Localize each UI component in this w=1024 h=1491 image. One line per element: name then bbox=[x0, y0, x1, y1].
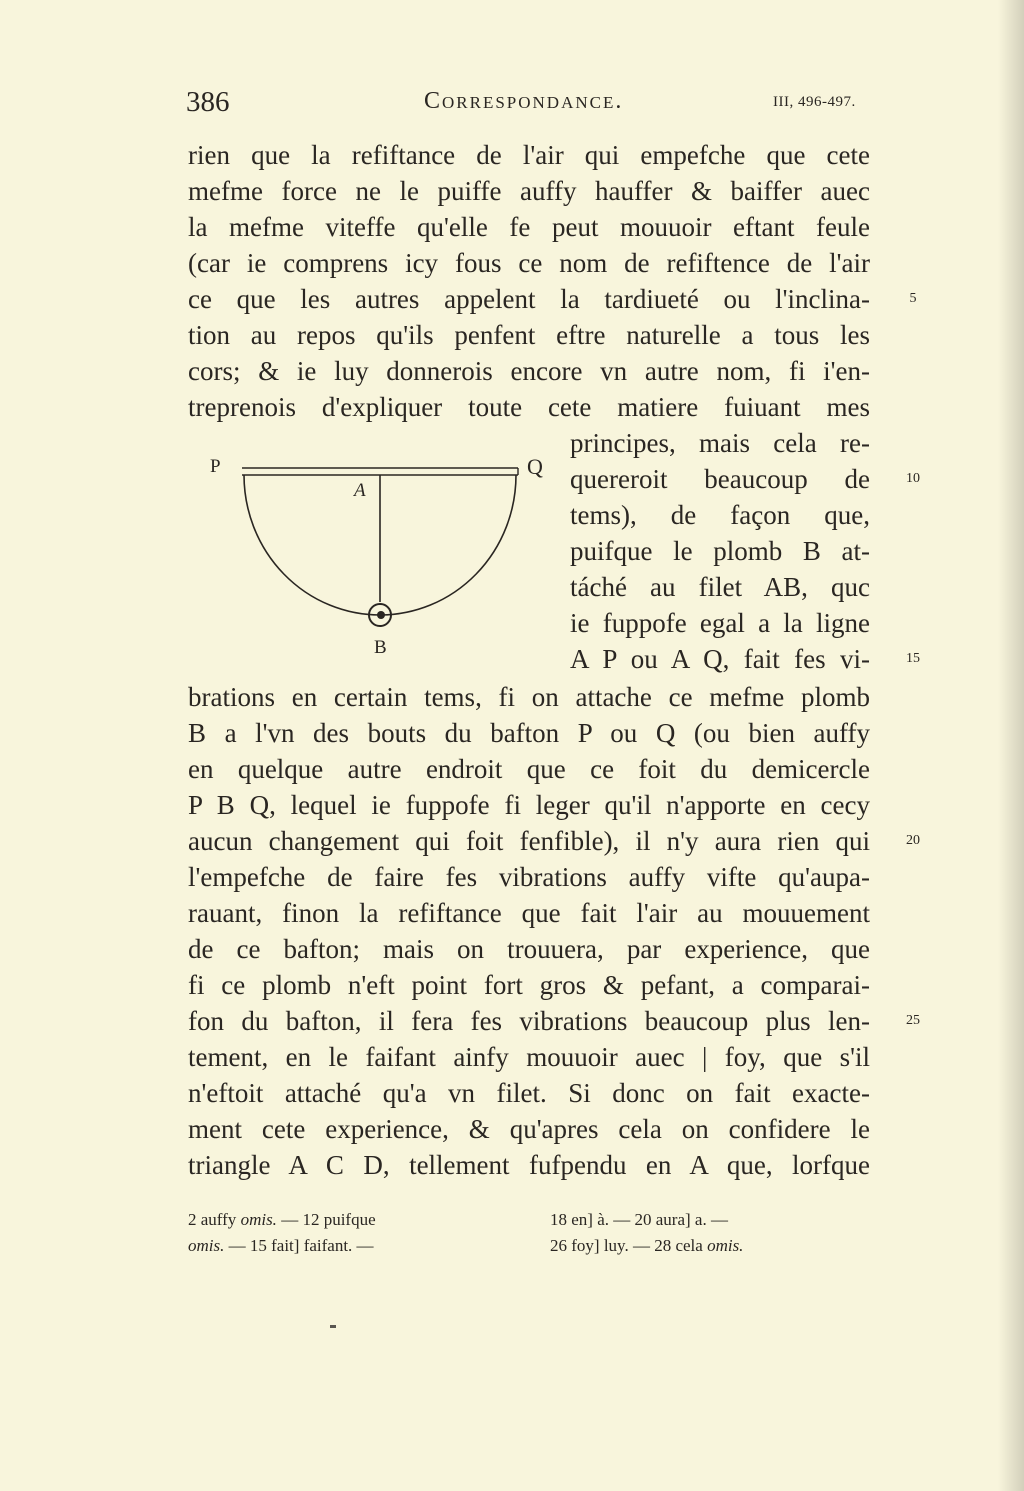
text-line: triangle A C D, tellement fufpendu en A que, lorfque bbox=[188, 1150, 870, 1180]
text-line: rauant, finon la refiftance que fait l'air au mouuement bbox=[188, 898, 870, 928]
footnote-text: 2 auffy bbox=[188, 1210, 241, 1229]
text-line: fon du bafton, il fera fes vibrations beaucoup plus len- bbox=[188, 1006, 870, 1036]
pendulum-figure bbox=[200, 450, 560, 670]
text-line: de ce bafton; mais on trouuera, par experience, que bbox=[188, 934, 870, 964]
line-number: 20 bbox=[906, 833, 920, 848]
text-line-narrow: principes, mais cela re- bbox=[570, 428, 870, 458]
footnote-line bbox=[188, 1207, 518, 1233]
page-number: 386 bbox=[186, 86, 230, 118]
volume-reference: III, 496-497. bbox=[773, 94, 856, 110]
footnote-line bbox=[188, 1233, 518, 1259]
pendulum-diagram bbox=[200, 450, 560, 670]
line-number: 10 bbox=[906, 471, 920, 486]
text-line: (car ie comprens icy fous ce nom de refiftence de l'air bbox=[188, 248, 870, 278]
line-number: 15 bbox=[906, 651, 920, 666]
scan-shadow-edge bbox=[998, 0, 1024, 1491]
label-b: B bbox=[374, 637, 387, 658]
text-line-narrow: ie fuppofe egal a la ligne bbox=[570, 608, 870, 638]
footnotes-left bbox=[188, 1207, 518, 1259]
text-line: rien que la refiftance de l'air qui empefche que cete bbox=[188, 140, 870, 170]
footnote-italic: omis. bbox=[188, 1236, 225, 1255]
page-header bbox=[0, 86, 1024, 126]
text-line-narrow: quereroit beaucoup de bbox=[570, 464, 870, 494]
ink-speck bbox=[330, 1325, 336, 1328]
footnotes-right bbox=[550, 1207, 870, 1259]
text-line-narrow: tems), de façon que, bbox=[570, 500, 870, 530]
footnote-line bbox=[550, 1233, 870, 1259]
text-line: B a l'vn des bouts du bafton P ou Q (ou bien auffy bbox=[188, 718, 870, 748]
footnote-text: 26 foy] luy. — 28 cela bbox=[550, 1236, 708, 1255]
footnote-text: 18 en] à. — 20 aura] a. — bbox=[550, 1210, 728, 1229]
text-line-narrow: puifque le plomb B at- bbox=[570, 536, 870, 566]
text-line: brations en certain tems, fi on attache ce mefme plomb bbox=[188, 682, 870, 712]
text-line: ment cete experience, & qu'apres cela on confidere le bbox=[188, 1114, 870, 1144]
text-line: l'empefche de faire fes vibrations auffy vifte qu'aupa- bbox=[188, 862, 870, 892]
text-line-narrow: táché au filet AB, quc bbox=[570, 572, 870, 602]
footnote-text: — 12 puifque bbox=[276, 1210, 376, 1229]
label-a: A bbox=[354, 480, 366, 501]
running-title: Correspondance. bbox=[424, 88, 624, 114]
text-line: ce que les autres appelent la tardiueté ou l'inclina- bbox=[188, 284, 870, 314]
text-line: en quelque autre endroit que ce foit du demicercle bbox=[188, 754, 870, 784]
text-line: tement, en le faifant ainfy mouuoir auec | foy, que s'il bbox=[188, 1042, 870, 1072]
footnote-italic: omis. bbox=[240, 1210, 277, 1229]
line-number: 25 bbox=[906, 1013, 920, 1028]
label-q: Q bbox=[527, 454, 543, 479]
footnote-text: — 15 fait] faifant. — bbox=[224, 1236, 374, 1255]
text-line: P B Q, lequel ie fuppofe fi leger qu'il n'apporte en cecy bbox=[188, 790, 870, 820]
text-line: la mefme viteffe qu'elle fe peut mouuoir eftant feule bbox=[188, 212, 870, 242]
plumb-bob-core bbox=[377, 611, 385, 619]
text-line: n'eftoit attaché qu'a vn filet. Si donc on fait exacte- bbox=[188, 1078, 870, 1108]
footnote-italic: omis. bbox=[707, 1236, 744, 1255]
text-line: aucun changement qui foit fenfible), il n'y aura rien qui bbox=[188, 826, 870, 856]
footnote-line bbox=[550, 1207, 870, 1233]
label-p: P bbox=[210, 456, 221, 477]
text-line: fi ce plomb n'eft point fort gros & pefant, a comparai- bbox=[188, 970, 870, 1000]
text-line: treprenois d'expliquer toute cete matiere fuiuant mes bbox=[188, 392, 870, 422]
line-number: 5 bbox=[909, 291, 917, 306]
text-line-narrow: A P ou A Q, fait fes vi- bbox=[570, 644, 870, 674]
text-line: cors; & ie luy donnerois encore vn autre nom, fi i'en- bbox=[188, 356, 870, 386]
text-line: mefme force ne le puiffe auffy hauffer & baiffer auec bbox=[188, 176, 870, 206]
text-line: tion au repos qu'ils penfent eftre naturelle a tous les bbox=[188, 320, 870, 350]
